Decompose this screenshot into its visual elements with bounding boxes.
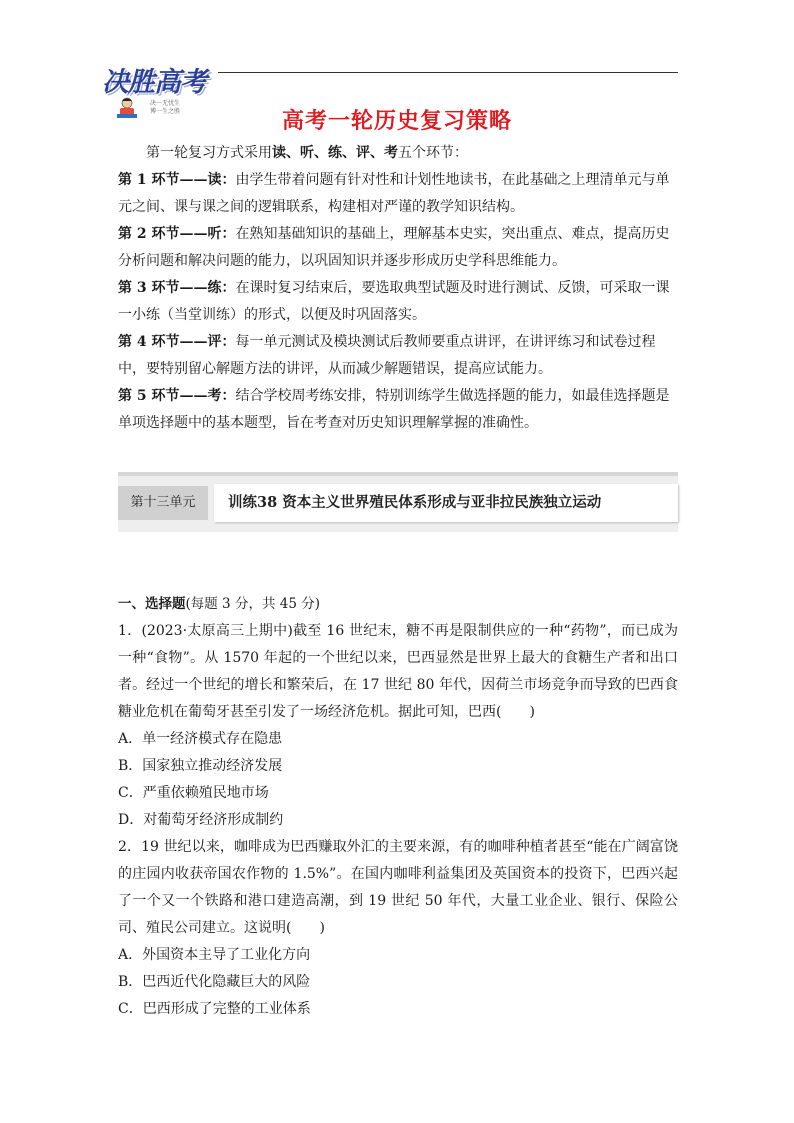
unit-title-panel bbox=[214, 484, 678, 522]
question-2-option-b[interactable]: B．巴西近代化隐藏巨大的风险 bbox=[118, 974, 311, 990]
question-1-option-a[interactable]: A．单一经济模式存在隐患 bbox=[118, 731, 283, 747]
intro-paragraph: 第一轮复习方式采用读、听、练、评、考五个环节： bbox=[146, 145, 468, 161]
step-4: 第 4 环节——评：每一单元测试及模块测试后教师要重点讲评，在讲评练习和试卷过程中，要特别留心解题方法的讲评，从而减少解题错误，提高应试能力。 bbox=[118, 334, 656, 377]
step-3: 第 3 环节——练：在课时复习结束后，要选取典型试题及时进行测试、反馈，可采取一课一小练（当堂训练）的形式，以便及时巩固落实。 bbox=[118, 280, 670, 323]
header-rule bbox=[218, 72, 678, 73]
question-1-option-c[interactable]: C．严重依赖殖民地市场 bbox=[118, 785, 269, 801]
document-title: 高考一轮历史复习策略 bbox=[281, 109, 512, 134]
question-2-option-a[interactable]: A．外国资本主导了工业化方向 bbox=[118, 947, 311, 963]
question-2-option-c[interactable]: C．巴西形成了完整的工业体系 bbox=[118, 1001, 311, 1017]
question-1-option-b[interactable]: B．国家独立推动经济发展 bbox=[118, 758, 283, 774]
unit-banner bbox=[118, 472, 678, 532]
step-5: 第 5 环节——考：结合学校周考练安排，特别训练学生做选择题的能力，如最佳选择题是单项选择题中的基本题型，旨在考查对历史知识理解掌握的准确性。 bbox=[118, 388, 670, 431]
unit-label: 第十三单元 bbox=[118, 486, 208, 520]
step-2: 第 2 环节——听：在熟知基础知识的基础上，理解基本史实，突出重点、难点，提高历史分析问题和解决问题的能力，以巩固知识并逐步形成历史学科思维能力。 bbox=[118, 226, 670, 269]
question-2-stem: 2．19 世纪以来，咖啡成为巴西赚取外汇的主要来源，有的咖啡种植者甚至“能在广阔富饶的庄园内收获帝国农作物的 1.5%”。在国内咖啡利益集团及英国资本的投资下，巴西兴起了一个又一个铁路和港口建造高潮，到 19 世纪 50 年代，大量工业企业、银行、保险公司、殖民公司建立。这说明( ) bbox=[118, 839, 678, 936]
logo-tagline: 决一无忧生 博一生之胜 bbox=[150, 100, 181, 115]
unit-title: 训练38 资本主义世界殖民体系形成与亚非拉民族独立运动 bbox=[228, 494, 602, 511]
step-1: 第 1 环节——读：由学生带着问题有针对性和计划性地读书，在此基础之上理清单元与单元之间、课与课之间的逻辑联系，构建相对严谨的教学知识结构。 bbox=[118, 172, 670, 215]
question-1-stem: 1．(2023·太原高三上期中)截至 16 世纪末，糖不再是限制供应的一种“药物”，而已成为一种“食物”。从 1570 年起的一个世纪以来，巴西显然是世界上最大的食糖生产者和出口者。经过一个世纪的增长和繁荣后，在 17 世纪 80 年代，因荷兰市场竞争而导致的巴西食糖业危机在葡萄牙甚至引发了一场经济危机。据此可知，巴西( ) bbox=[118, 623, 678, 720]
logo-text: 决胜高考 bbox=[102, 67, 206, 98]
question-1-option-d[interactable]: D．对葡萄牙经济形成制约 bbox=[118, 812, 284, 828]
section-heading: 一、选择题(每题 3 分，共 45 分) bbox=[118, 596, 320, 612]
